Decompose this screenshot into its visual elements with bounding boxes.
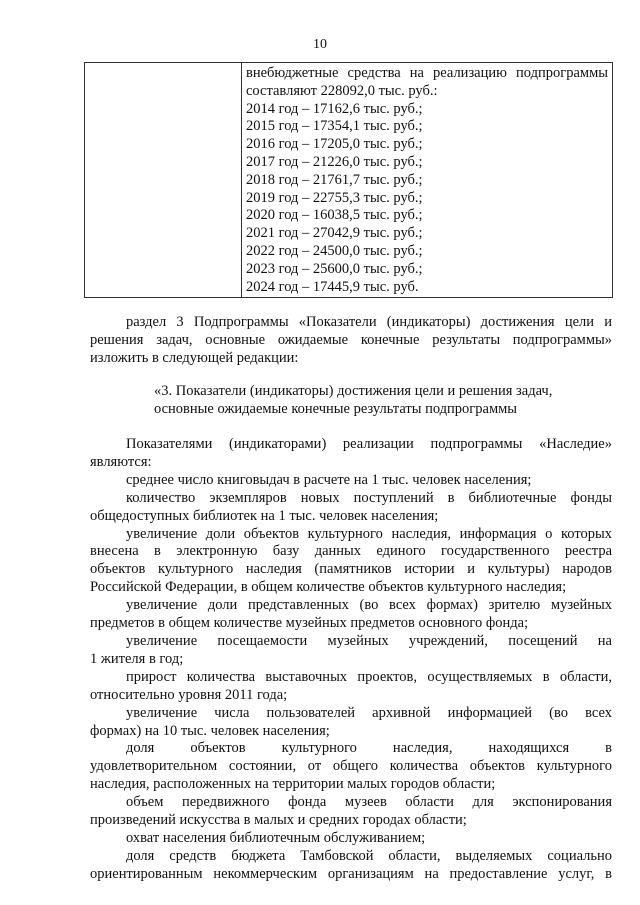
table-line: 2017 год – 21226,0 тыс. руб.; bbox=[246, 153, 423, 170]
text-line: 1 жителя в год; bbox=[90, 650, 184, 667]
text-line: общедоступных библиотек на 1 тыс. человек населения; bbox=[90, 507, 439, 524]
text-line: удовлетворительном состоянии, от общего количества объектов культурного bbox=[90, 758, 612, 775]
text-line: Российской Федерации, в общем количестве объектов культурного наследия; bbox=[90, 579, 567, 596]
text-line: изложить в следующей редакции: bbox=[90, 349, 299, 366]
page-number: 10 bbox=[313, 37, 327, 52]
text-line: объектов культурного наследия (памятников истории и культуры) народов bbox=[90, 561, 612, 578]
table-line: 2023 год – 25600,0 тыс. руб.; bbox=[246, 260, 423, 277]
list-item: увеличение числа пользователей архивной информацией (во всех bbox=[126, 704, 612, 721]
text-line: решения задач, основные ожидаемые конечные результаты подпрограммы» bbox=[90, 331, 612, 348]
text-line: являются: bbox=[90, 453, 152, 470]
list-item: увеличение доли объектов культурного наследия, информация о которых bbox=[126, 525, 612, 542]
list-item: охват населения библиотечным обслуживанием; bbox=[126, 829, 426, 846]
section-heading bbox=[154, 383, 594, 419]
text-line: наследия, расположенных на территории малых городов области; bbox=[90, 776, 496, 793]
table-cell-financing bbox=[242, 63, 613, 298]
list-item: увеличение посещаемости музейных учреждений, посещений на bbox=[126, 632, 612, 649]
indicators-list bbox=[90, 436, 612, 884]
financing-table bbox=[84, 62, 613, 298]
list-item: увеличение доли представленных (во всех формах) зрителю музейных bbox=[126, 597, 612, 614]
table-line: внебюджетные средства на реализацию подпрограммы bbox=[246, 65, 608, 81]
table-line: 2024 год – 17445,9 тыс. руб. bbox=[246, 278, 419, 295]
list-item: прирост количества выставочных проектов, осуществляемых в области, bbox=[126, 668, 612, 685]
table-row bbox=[85, 63, 613, 298]
list-item: доля средств бюджета Тамбовской области, выделяемых социально bbox=[126, 847, 612, 864]
table-line: 2015 год – 17354,1 тыс. руб.; bbox=[246, 118, 423, 135]
list-item: среднее число книговыдач в расчете на 1 тыс. человек населения; bbox=[126, 471, 532, 488]
text-line: раздел 3 Подпрограммы «Показатели (индикаторы) достижения цели и bbox=[126, 314, 612, 330]
list-item: доля объектов культурного наследия, находящихся в bbox=[126, 740, 612, 757]
text-line: ориентированным некоммерческим организациям на предоставление услуг, в bbox=[90, 865, 612, 882]
table-line: 2019 год – 22755,3 тыс. руб.; bbox=[246, 189, 423, 206]
intro-paragraph bbox=[90, 314, 612, 368]
text-line: произведений искусства в малых и средних городах области; bbox=[90, 812, 467, 829]
list-item: количество экземпляров новых поступлений в библиотечные фонды bbox=[126, 489, 612, 506]
table-line: 2016 год – 17205,0 тыс. руб.; bbox=[246, 136, 423, 153]
table-line: 2014 год – 17162,6 тыс. руб.; bbox=[246, 100, 423, 117]
text-line: предметов в общем количестве музейных предметов основного фонда; bbox=[90, 615, 529, 632]
table-line: 2020 год – 16038,5 тыс. руб.; bbox=[246, 207, 423, 224]
text-line: относительно уровня 2011 года; bbox=[90, 686, 288, 703]
text-line: формах) на 10 тыс. человек населения; bbox=[90, 722, 330, 739]
table-cell-empty bbox=[85, 63, 242, 298]
table-line: составляют 228092,0 тыс. руб.: bbox=[246, 82, 438, 99]
list-item: объем передвижного фонда музеев области для экспонирования bbox=[126, 794, 612, 811]
table-line: 2018 год – 21761,7 тыс. руб.; bbox=[246, 171, 423, 188]
heading-line: основные ожидаемые конечные результаты подпрограммы bbox=[154, 400, 518, 417]
text-line: внесена в электронную базу данных единого государственного реестра bbox=[90, 543, 612, 560]
text-line: Показателями (индикаторами) реализации подпрограммы «Наследие» bbox=[126, 436, 612, 452]
heading-line: «3. Показатели (индикаторы) достижения цели и решения задач, bbox=[154, 383, 553, 399]
table-line: 2021 год – 27042,9 тыс. руб.; bbox=[246, 225, 423, 242]
table-line: 2022 год – 24500,0 тыс. руб.; bbox=[246, 242, 423, 259]
